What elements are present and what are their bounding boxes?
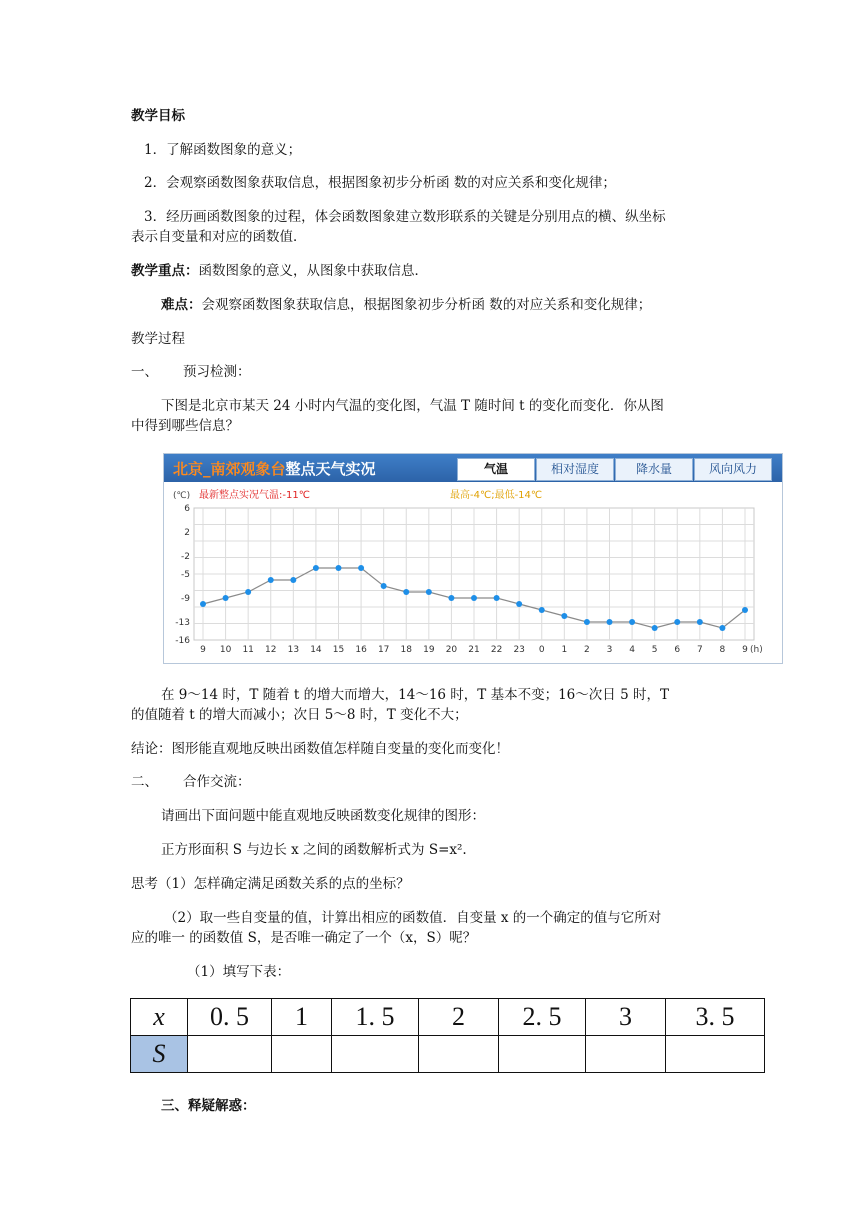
x-tick-label: 11 [242,645,254,655]
y-tick-label: 2 [184,528,190,538]
section-2-num: 二、 [131,774,158,790]
temp-range-label: 最高-4℃;最低-14℃ [450,490,543,501]
x-tick-label: 5 [651,645,658,655]
data-point [561,613,567,619]
s-header: S [131,1036,188,1073]
x-cell: 1. 5 [332,999,419,1036]
latest-temp-label: 最新整点实况气温:-11℃ [199,490,310,501]
section-1-title: 预习检测： [183,364,251,380]
data-point [426,589,432,595]
analysis-line-2: 的值随着 t 的增大而减小；次日 5～8 时，T 变化不大； [131,707,468,723]
data-point [403,589,409,595]
s-cell[interactable] [666,1036,765,1073]
chart-grid [194,508,754,640]
section-title: 教学目标 [131,108,185,124]
x-tick-label: 2 [584,645,590,655]
tab-temperature[interactable]: 气温 [457,458,535,481]
goal-1: 1．了解函数图象的意义； [144,142,302,158]
x-tick-label: 21 [468,645,480,655]
value-table [130,998,765,1073]
x-tick-label: 22 [490,645,503,655]
weather-widget [163,453,783,664]
tab-humidity[interactable]: 相对湿度 [536,458,614,481]
temperature-chart [164,482,782,663]
y-tick-label: -5 [181,570,190,580]
difficulty [161,295,651,315]
x-tick-label: 16 [355,645,367,655]
intro-line-1: 下图是北京市某天 24 小时内气温的变化图，气温 T 随时间 t 的变化而变化．你从图 [161,398,664,414]
goal-2: 2．会观察函数图象获取信息，根据图象初步分析函 数的对应关系和变化规律； [144,175,616,191]
data-point [742,607,748,613]
x-cell: 0. 5 [188,999,272,1036]
x-tick-label: 19 [423,645,435,655]
x-tick-label: 10 [219,645,232,655]
difficulty-label: 难点： [161,297,202,313]
think-1: 思考（1）怎样确定满足函数关系的点的坐标？ [131,876,410,892]
x-tick-label: 20 [445,645,458,655]
section-1-num: 一、 [131,364,158,380]
process-title: 教学过程 [131,331,185,347]
section-3: 三、释疑解惑： [161,1098,256,1114]
x-axis-ticks [200,645,748,655]
x-cell: 2 [419,999,499,1036]
data-point [584,619,590,625]
y-tick-label: -13 [175,618,190,628]
think-2a: （2）取一些自变量的值，计算出相应的函数值．自变量 x 的一个确定的值与它所对 [164,910,662,926]
key-point-text: 函数图象的意义，从图象中获取信息． [198,263,428,279]
x-tick-label: 14 [310,645,322,655]
x-tick-label: 17 [377,645,390,655]
intro-line-2: 中得到哪些信息？ [131,418,239,434]
y-tick-label: -2 [181,552,190,562]
x-tick-label: 9 [742,645,748,655]
x-row [131,999,765,1036]
s-cell[interactable] [332,1036,419,1073]
x-cell: 2. 5 [499,999,586,1036]
y-tick-label: 6 [184,504,190,514]
s-row [131,1036,765,1073]
widget-header [164,454,782,482]
data-point [336,565,342,571]
formula-line: 正方形面积 S 与边长 x 之间的函数解析式为 S=x². [161,842,467,858]
x-tick-label: 0 [538,645,545,655]
s-cell[interactable] [272,1036,332,1073]
x-tick-label: 3 [606,645,613,655]
analysis-line-1: 在 9～14 时，T 随着 t 的增大而增大，14～16 时，T 基本不变；16～次日 5 时，T [161,687,669,703]
data-point [652,625,658,631]
s-cell[interactable] [586,1036,666,1073]
y-tick-label: -9 [181,594,190,604]
task-text: 请画出下面问题中能直观地反映函数变化规律的图形： [161,808,485,824]
x-tick-label: 9 [200,645,206,655]
s-cell[interactable] [499,1036,586,1073]
x-tick-label: 4 [629,645,635,655]
data-point [539,607,545,613]
x-tick-label: 1 [561,645,568,655]
data-point [448,595,454,601]
key-point-label: 教学重点： [131,263,199,279]
x-cell: 1 [272,999,332,1036]
s-cell[interactable] [419,1036,499,1073]
x-tick-label: 7 [696,645,703,655]
think-2b: 应的唯一 的函数值 S，是否唯一确定了一个（x，S）呢？ [131,930,477,946]
widget-heading: 整点天气实况 [285,460,376,478]
x-unit-label: (h) [750,645,763,655]
x-tick-label: 23 [513,645,525,655]
data-point [313,565,319,571]
data-point [268,577,274,583]
s-cell[interactable] [188,1036,272,1073]
tab-precipitation[interactable]: 降水量 [615,458,693,481]
data-point [358,565,364,571]
x-cell: 3. 5 [666,999,765,1036]
station-name: 北京_南郊观象台 [173,460,286,478]
data-point [290,577,296,583]
data-point [719,625,725,631]
data-point [200,601,206,607]
x-tick-label: 15 [332,645,345,655]
data-point [607,619,613,625]
data-point [697,619,703,625]
data-point [516,601,522,607]
y-tick-label: -16 [175,636,190,646]
data-point [245,589,251,595]
data-point [223,595,229,601]
conclusion: 结论：图形能直观地反映出函数值怎样随自变量的变化而变化！ [131,741,509,757]
y-axis-ticks [175,504,190,646]
fill-label: （1）填写下表： [187,964,291,980]
x-tick-label: 8 [719,645,726,655]
x-tick-label: 13 [287,645,300,655]
y-unit-label: (℃) [173,491,191,501]
tab-wind[interactable]: 风向风力 [694,458,772,481]
goal-3-cont: 表示自变量和对应的函数值． [131,229,307,245]
section-2-title: 合作交流： [183,774,251,790]
data-point [674,619,680,625]
data-point [381,583,387,589]
key-point [131,261,428,281]
widget-title [173,458,376,479]
x-tick-label: 12 [265,645,277,655]
data-point [629,619,635,625]
difficulty-text: 会观察函数图象获取信息，根据图象初步分析函 数的对应关系和变化规律； [201,297,652,313]
data-point [471,595,477,601]
x-tick-label: 6 [674,645,681,655]
x-tick-label: 18 [400,645,412,655]
x-cell: 3 [586,999,666,1036]
data-point [494,595,500,601]
goal-3: 3．经历画函数图象的过程，体会函数图象建立数形联系的关键是分别用点的横、纵坐标 [144,209,666,225]
x-header: x [131,999,188,1036]
